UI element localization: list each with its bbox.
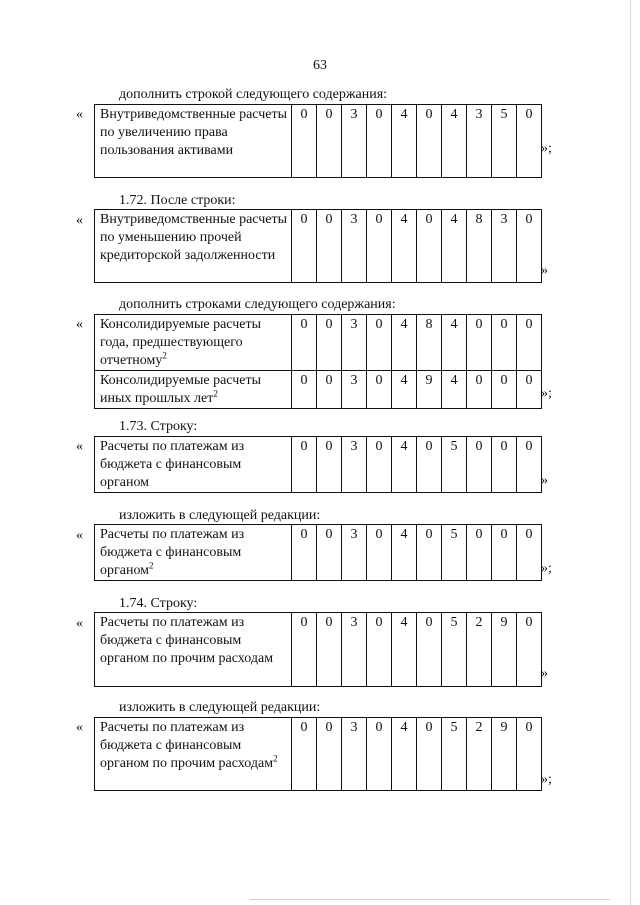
- code-digit: 0: [517, 613, 542, 687]
- code-digit: 4: [392, 525, 417, 581]
- code-digit: 3: [342, 210, 367, 283]
- code-digit: 0: [467, 371, 492, 409]
- code-digit: 0: [417, 105, 442, 178]
- code-table: [94, 209, 542, 283]
- code-digit: 0: [292, 371, 317, 409]
- code-digit: 2: [467, 718, 492, 791]
- code-digit: 0: [317, 613, 342, 687]
- code-digit: 0: [517, 315, 542, 371]
- code-digit: 0: [517, 371, 542, 409]
- quote-close: »: [541, 473, 548, 488]
- page-number: 63: [313, 58, 327, 73]
- code-digit: 0: [292, 437, 317, 493]
- quote-open: «: [76, 213, 83, 228]
- quote-open: «: [76, 528, 83, 543]
- quote-open: «: [76, 439, 83, 454]
- footnote-mark: 2: [149, 560, 154, 571]
- code-digit: 0: [517, 718, 542, 791]
- block-intro: 1.72. После строки:: [119, 193, 236, 208]
- code-digit: 0: [367, 105, 392, 178]
- quote-open: «: [76, 317, 83, 332]
- code-digit: 0: [367, 371, 392, 409]
- code-digit: 4: [442, 210, 467, 283]
- code-digit: 0: [492, 437, 517, 493]
- row-name: Расчеты по платежам из бюджета с финансовым органом по прочим расходам: [95, 613, 292, 687]
- table-row: [95, 315, 542, 371]
- row-name: Внутриведомственные расчеты по увеличению права пользования активами: [95, 105, 292, 178]
- code-table: [94, 436, 542, 493]
- code-digit: 0: [467, 437, 492, 493]
- block-intro: 1.73. Строку:: [119, 419, 198, 434]
- code-digit: 5: [492, 105, 517, 178]
- quote-close: »;: [541, 561, 552, 576]
- footnote-mark: 2: [162, 350, 167, 361]
- code-digit: 4: [442, 105, 467, 178]
- code-digit: 0: [417, 525, 442, 581]
- code-digit: 0: [367, 315, 392, 371]
- table-row: [95, 718, 542, 791]
- code-digit: 0: [492, 371, 517, 409]
- code-digit: 5: [442, 437, 467, 493]
- row-name: Внутриведомственные расчеты по уменьшению прочей кредиторской задолженности: [95, 210, 292, 283]
- code-digit: 0: [317, 718, 342, 791]
- quote-close: »;: [541, 141, 552, 156]
- code-digit: 9: [417, 371, 442, 409]
- code-digit: 4: [392, 613, 417, 687]
- code-digit: 4: [392, 371, 417, 409]
- code-digit: 0: [317, 437, 342, 493]
- quote-close: »: [541, 263, 548, 278]
- code-digit: 0: [367, 613, 392, 687]
- code-digit: 9: [492, 718, 517, 791]
- quote-close: »;: [541, 386, 552, 401]
- code-digit: 4: [392, 437, 417, 493]
- code-digit: 3: [467, 105, 492, 178]
- row-name: Расчеты по платежам из бюджета с финансовым органом по прочим расходам$^2$: [95, 718, 292, 791]
- code-digit: 3: [342, 613, 367, 687]
- code-digit: 0: [467, 525, 492, 581]
- code-digit: 0: [292, 315, 317, 371]
- footnote-mark: 2: [273, 753, 278, 764]
- code-digit: 3: [342, 718, 367, 791]
- code-digit: 0: [292, 210, 317, 283]
- code-digit: 9: [492, 613, 517, 687]
- code-digit: 4: [392, 210, 417, 283]
- code-digit: 4: [442, 315, 467, 371]
- scan-artifact-line: [250, 899, 610, 900]
- block-intro: изложить в следующей редакции:: [119, 700, 321, 715]
- block-intro: 1.74. Строку:: [119, 596, 198, 611]
- code-digit: 0: [292, 718, 317, 791]
- code-digit: 3: [342, 371, 367, 409]
- row-name: Консолидируемые расчеты года, предшествующего отчетному$^2$: [95, 315, 292, 371]
- code-digit: 0: [517, 437, 542, 493]
- code-digit: 0: [417, 437, 442, 493]
- code-digit: 5: [442, 613, 467, 687]
- code-digit: 0: [317, 105, 342, 178]
- code-digit: 0: [467, 315, 492, 371]
- code-digit: 3: [342, 437, 367, 493]
- quote-open: «: [76, 720, 83, 735]
- code-digit: 8: [417, 315, 442, 371]
- code-digit: 4: [442, 371, 467, 409]
- quote-open: «: [76, 107, 83, 122]
- quote-open: «: [76, 616, 83, 631]
- code-digit: 5: [442, 718, 467, 791]
- code-digit: 5: [442, 525, 467, 581]
- code-digit: 0: [317, 315, 342, 371]
- code-table: [94, 104, 542, 178]
- block-intro: дополнить строками следующего содержания:: [119, 297, 396, 312]
- code-digit: 0: [292, 613, 317, 687]
- block-intro: изложить в следующей редакции:: [119, 508, 321, 523]
- code-digit: 0: [417, 718, 442, 791]
- code-digit: 0: [367, 718, 392, 791]
- code-digit: 0: [517, 105, 542, 178]
- code-digit: 3: [342, 315, 367, 371]
- code-digit: 4: [392, 315, 417, 371]
- table-row: [95, 105, 542, 178]
- block-intro: дополнить строкой следующего содержания:: [119, 87, 388, 102]
- code-digit: 0: [317, 210, 342, 283]
- code-digit: 0: [417, 210, 442, 283]
- code-digit: 0: [492, 315, 517, 371]
- code-digit: 0: [492, 525, 517, 581]
- table-row: [95, 525, 542, 581]
- code-digit: 0: [317, 371, 342, 409]
- row-name: Расчеты по платежам из бюджета с финансовым органом$^2$: [95, 525, 292, 581]
- code-digit: 0: [292, 525, 317, 581]
- row-name: Консолидируемые расчеты иных прошлых лет$^2$: [95, 371, 292, 409]
- code-digit: 8: [467, 210, 492, 283]
- code-table: [94, 314, 542, 409]
- footnote-mark: 2: [213, 388, 218, 399]
- scan-edge-line: [630, 0, 631, 905]
- table-row: [95, 210, 542, 283]
- table-row: [95, 371, 542, 409]
- code-digit: 3: [342, 525, 367, 581]
- row-name: Расчеты по платежам из бюджета с финансовым органом: [95, 437, 292, 493]
- code-digit: 0: [367, 437, 392, 493]
- quote-close: »: [541, 666, 548, 681]
- code-digit: 4: [392, 718, 417, 791]
- code-table: [94, 524, 542, 581]
- table-row: [95, 437, 542, 493]
- table-row: [95, 613, 542, 687]
- code-table: [94, 717, 542, 791]
- code-digit: 0: [417, 613, 442, 687]
- code-digit: 0: [317, 525, 342, 581]
- code-digit: 0: [517, 525, 542, 581]
- code-digit: 2: [467, 613, 492, 687]
- code-digit: 0: [367, 210, 392, 283]
- quote-close: »;: [541, 772, 552, 787]
- code-table: [94, 612, 542, 687]
- code-digit: 0: [292, 105, 317, 178]
- code-digit: 0: [367, 525, 392, 581]
- code-digit: 4: [392, 105, 417, 178]
- code-digit: 0: [517, 210, 542, 283]
- code-digit: 3: [342, 105, 367, 178]
- code-digit: 3: [492, 210, 517, 283]
